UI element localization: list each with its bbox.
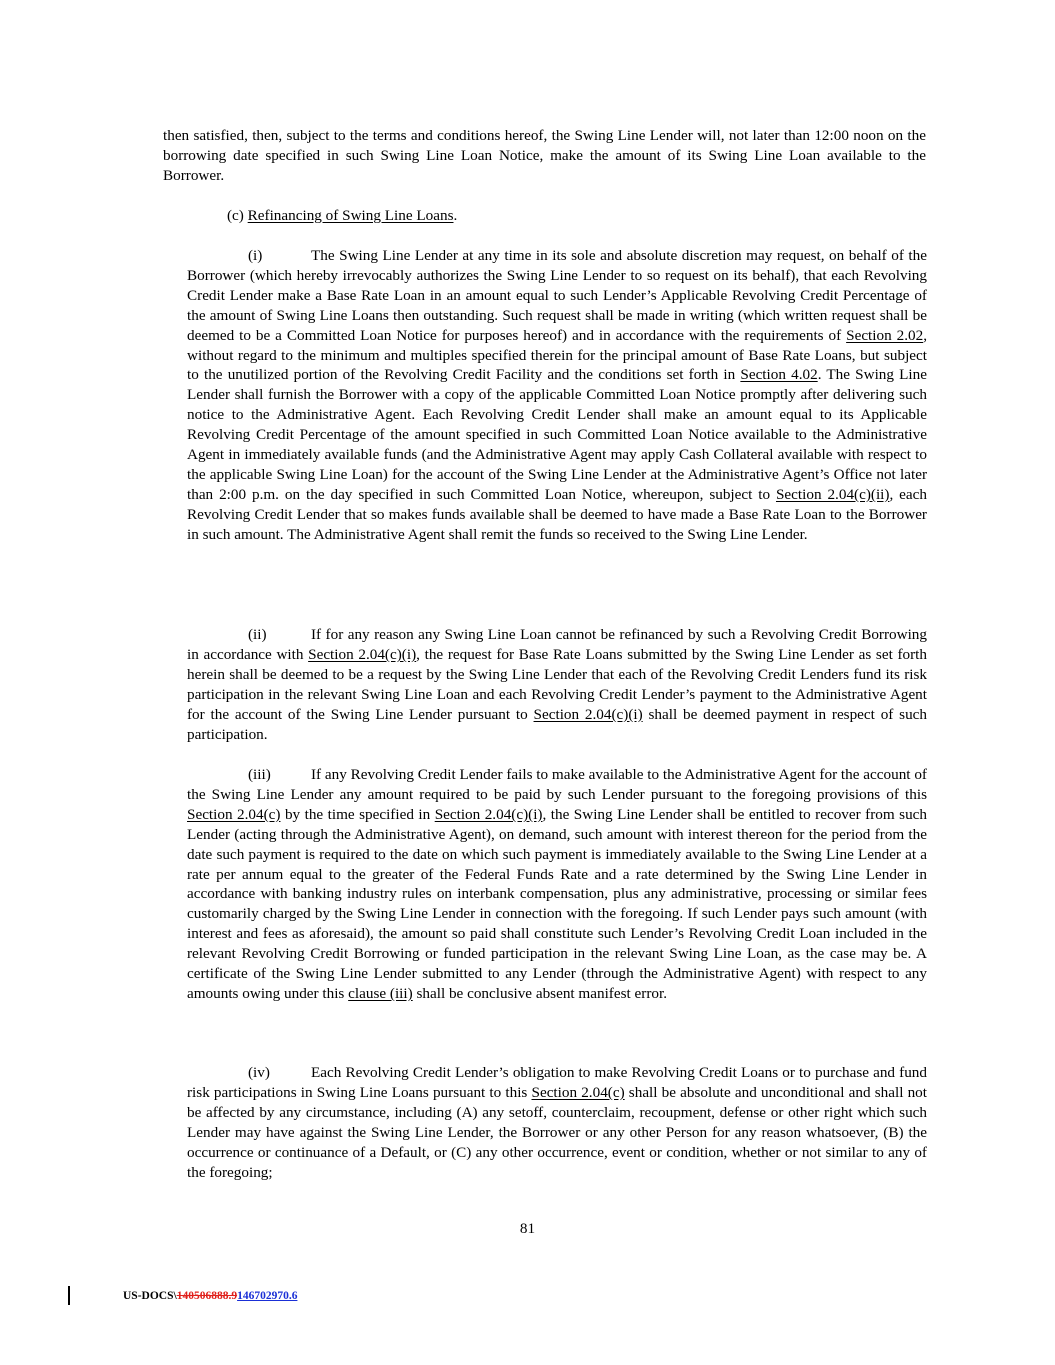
clause-iii-ref-1: Section 2.04(c) (187, 805, 281, 823)
clause-ii-ref-2: Section 2.04(c)(i) (533, 705, 643, 723)
clause-ii-paragraph (187, 625, 927, 744)
clause-i-text-4: , each Revolving Credit Lender that so makes funds available shall be deemed to have made a Base Rate Loan to the Borrower in such amount. The Administrative Agent shall remit the funds so received to the Swing Line Lender. (187, 485, 927, 543)
section-c-suffix: . (453, 207, 458, 224)
clause-iii-text-1: If any Revolving Credit Lender fails to make available to the Administrative Agent for the account of the Swing Line Lender any amount required to be paid by such Lender pursuant to the foregoing provisions of this (187, 766, 927, 803)
clause-i-text-3: . The Swing Line Lender shall furnish the Borrower with a copy of the applicable Committed Loan Notice promptly after delivering such notice to the Administrative Agent. Each Revolving Credit Lender shall make an amount equal to its Applicable Revolving Credit Percentage of the amount specified in such Committed Loan Notice available to the Administrative Agent in immediately available funds (and the Administrative Agent may apply Cash Collateral available with respect to the applicable Swing Line Loan) for the account of the Swing Line Lender at the Administrative Agent’s Office not later than 2:00 p.m. on the day specified in such Committed Loan Notice, whereupon, subject to (187, 366, 927, 503)
clause-i-ref-section-2-02: Section 2.02 (846, 326, 924, 344)
clause-iii-number: (iii) (248, 766, 271, 783)
clause-ii-text-1: If for any reason any Swing Line Loan cannot be refinanced by such a Revolving Credit Borrowing in accordance with (187, 626, 927, 663)
section-c-prefix: (c) (227, 207, 248, 224)
clause-i-paragraph (187, 246, 927, 545)
clause-i-ref-section-4-02: Section 4.02 (740, 366, 818, 384)
continuation-paragraph: then satisfied, then, subject to the terms and conditions hereof, the Swing Line Lender will, not later than 12:00 noon on the borrowing date specified in such Swing Line Loan Notice, make the amount of its Swing Line Loan available to the Borrower. (163, 127, 926, 184)
revision-change-bar (68, 1286, 70, 1305)
clause-iii-text-4: shall be conclusive absent manifest error. (412, 984, 667, 1002)
clause-iii-paragraph (187, 765, 927, 1004)
clause-iv-paragraph (187, 1063, 927, 1182)
clause-ii-text-3: shall be deemed payment in respect of such participation. (187, 705, 927, 743)
section-c-heading (227, 206, 827, 226)
clause-i-ref-section-2-04-c-ii: Section 2.04(c)(ii) (775, 485, 890, 503)
clause-ii-text-2: , the request for Base Rate Loans submitted by the Swing Line Lender as set forth herein shall be deemed to be a request by the Swing Line Lender that each of the Revolving Credit Lenders fund its risk participation in the relevant Swing Line Loan and each Revolving Credit Lender’s payment to the Administrative Agent for the account of the Swing Line Lender pursuant to (187, 645, 927, 723)
clause-i-text-2: , without regard to the minimum and multiples specified therein for the principal amount of Base Rate Loans, but subject to the unutilized portion of the Revolving Credit Facility and the conditions set forth in (187, 326, 927, 384)
clause-iv-ref-1: Section 2.04(c) (531, 1083, 625, 1101)
clause-ii-number: (ii) (248, 626, 267, 643)
clause-i-text-1: The Swing Line Lender at any time in its sole and absolute discretion may request, on behalf of the Borrower (which hereby irrevocably authorizes the Swing Line Lender to so request on its behalf), that each Revolving Credit Lender make a Base Rate Loan in an amount equal to such Lender’s Applicable Revolving Credit Percentage of the amount of Swing Line Loans then outstanding. Such request shall be made in writing (which written request shall be deemed to be a Committed Loan Notice for purposes hereof) and in accordance with the requirements of (187, 247, 927, 344)
clause-ii-ref-1: Section 2.04(c)(i) (308, 645, 417, 663)
footer-deleted-id: 140506888.9 (176, 1290, 238, 1302)
footer-prefix: US-DOCS\ (123, 1290, 177, 1302)
clause-iii-text-2: by the time specified in (280, 805, 435, 823)
clause-iii-ref-3: clause (iii) (348, 984, 413, 1002)
clause-iii-ref-2: Section 2.04(c)(i) (434, 805, 543, 823)
clause-iv-text-2: shall be absolute and unconditional and shall not be affected by any circumstance, including (A) any setoff, counterclaim, recoupment, defense or other right which such Lender may have against the Swing Line Lender, the Borrower or any other Person for any reason whatsoever, (B) the occurrence or continuance of a Default, or (C) any other occurrence, event or condition, whether or not similar to any of the foregoing; (187, 1083, 927, 1181)
footer-inserted-id: 146702970.6 (237, 1290, 298, 1302)
section-c-title: Refinancing of Swing Line Loans (247, 207, 454, 224)
clause-i-number: (i) (248, 247, 263, 264)
clause-iii-text-3: , the Swing Line Lender shall be entitled to recover from such Lender (acting through the Administrative Agent), on demand, such amount with interest thereon for the period from the date such payment is required to the date on which such payment is immediately available to the Swing Line Lender at a rate per annum equal to the greater of the Federal Funds Rate and a rate determined by the Swing Line Lender in accordance with banking industry rules on interbank compensation, plus any administrative, processing or similar fees customarily charged by the Swing Line Lender in connection with the foregoing. If such Lender pays such amount (with interest and fees as aforesaid), the amount so paid shall constitute such Lender’s Revolving Credit Loan included in the relevant Revolving Credit Borrowing or funded participation in the relevant Swing Line Loan, as the case may be. A certificate of the Swing Line Lender submitted to any Lender (through the Administrative Agent) with respect to any amounts owing under this (187, 805, 927, 1002)
page-number: 81 (519, 1220, 536, 1237)
clause-iv-number: (iv) (248, 1064, 270, 1081)
clause-iv-text-1: Each Revolving Credit Lender’s obligation to make Revolving Credit Loans or to purchase and fund risk participations in Swing Line Loans pursuant to this (187, 1064, 927, 1101)
document-footer-id (123, 1290, 297, 1302)
